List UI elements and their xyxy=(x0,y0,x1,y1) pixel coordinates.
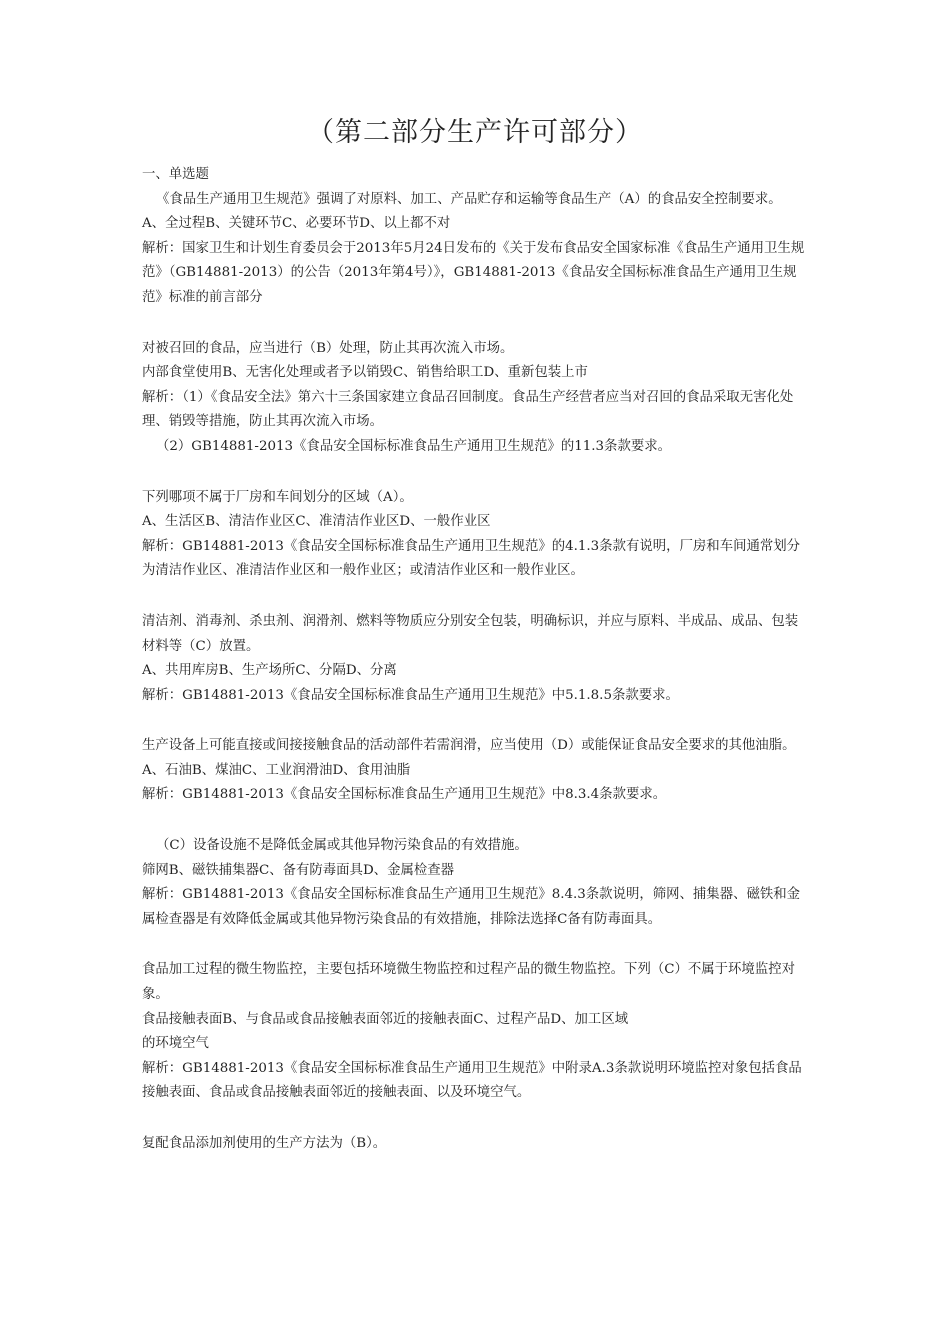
paragraph-gap xyxy=(142,808,810,834)
question-options-continued: 的环境空气 xyxy=(142,1036,209,1052)
question-stem: 复配食品添加剂使用的生产方法为（B）。 xyxy=(142,1136,387,1151)
paragraph-gap xyxy=(142,932,810,958)
question-options: A、共用库房B、生产场所C、分隔D、分离 xyxy=(142,663,397,679)
question-analysis: 解析：GB14881-2013《食品安全国标标准食品生产通用卫生规范》中附录A.3条款说明环境监控对象包括食品接触表面、食品或食品接触表面邻近的接触表面、以及环境空气。 xyxy=(142,1060,802,1101)
question-options: 筛网B、磁铁捕集器C、备有防毒面具D、金属检查器 xyxy=(142,862,455,878)
question-stem: （C）设备设施不是降低金属或其他异物污染食品的有效措施。 xyxy=(156,838,528,854)
question-analysis: 解析：GB14881-2013《食品安全国标标准食品生产通用卫生规范》中8.3.4条款要求。 xyxy=(142,787,667,803)
paragraph-gap xyxy=(142,311,810,337)
document-title: （第二部分生产许可部分） xyxy=(307,117,643,148)
question-stem: 《食品生产通用卫生规范》强调了对原料、加工、产品贮存和运输等食品生产（A）的食品安全控制要求。 xyxy=(156,191,782,207)
question-stem: 对被召回的食品，应当进行（B）处理，防止其再次流入市场。 xyxy=(142,340,514,356)
section-heading: 一、单选题 xyxy=(142,167,209,182)
question-analysis: 解析：GB14881-2013《食品安全国标标准食品生产通用卫生规范》中5.1.8.5条款要求。 xyxy=(142,687,679,703)
question-analysis: 解析：国家卫生和计划生育委员会于2013年5月24日发布的《关于发布食品安全国家标准《食品生产通用卫生规范》（GB14881-2013）的公告（2013年第4号）》，GB14881-2013《食品安全国标标准食品生产通用卫生规范》标准的前言部分 xyxy=(142,240,805,305)
question-options: A、生活区B、清洁作业区C、准清洁作业区D、一般作业区 xyxy=(142,514,491,530)
question-stem: 下列哪项不属于厂房和车间划分的区域（A）。 xyxy=(142,489,413,505)
question-options: 食品接触表面B、与食品或食品接触表面邻近的接触表面C、过程产品D、加工区域 xyxy=(142,1011,629,1027)
paragraph-gap xyxy=(142,584,810,610)
question-stem: 食品加工过程的微生物监控，主要包括环境微生物监控和过程产品的微生物监控。下列（C）不属于环境监控对象。 xyxy=(142,962,795,1003)
question-options: A、石油B、煤油C、工业润滑油D、食用油脂 xyxy=(142,762,411,778)
question-analysis-continued: （2）GB14881-2013《食品安全国标标准食品生产通用卫生规范》的11.3条款要求。 xyxy=(156,438,672,454)
question-options: 内部食堂使用B、无害化处理或者予以销毁C、销售给职工D、重新包装上市 xyxy=(142,365,588,381)
question-stem: 生产设备上可能直接或间接接触食品的活动部件若需润滑，应当使用（D）或能保证食品安全要求的其他油脂。 xyxy=(142,738,796,754)
paragraph-gap xyxy=(142,460,810,486)
document-body xyxy=(142,163,810,1157)
paragraph-gap xyxy=(142,1106,810,1132)
question-analysis: 解析：（1）《食品安全法》第六十三条国家建立食品召回制度。食品生产经营者应当对召回的食品采取无害化处理、销毁等措施，防止其再次流入市场。 xyxy=(142,389,794,430)
paragraph-gap xyxy=(142,708,810,734)
question-options: A、全过程B、关键环节C、必要环节D、以上都不对 xyxy=(142,216,451,232)
question-analysis: 解析：GB14881-2013《食品安全国标标准食品生产通用卫生规范》8.4.3条款说明，筛网、捕集器、磁铁和金属检查器是有效降低金属或其他异物污染食品的有效措施，排除法选择C备有防毒面具。 xyxy=(142,887,801,927)
question-stem: 清洁剂、消毒剂、杀虫剂、润滑剂、燃料等物质应分别安全包装，明确标识，并应与原料、半成品、成品、包装材料等（C）放置。 xyxy=(142,613,799,654)
question-analysis: 解析：GB14881-2013《食品安全国标标准食品生产通用卫生规范》的4.1.3条款有说明，厂房和车间通常划分为清洁作业区、准清洁作业区和一般作业区；或清洁作业区和一般作业区。 xyxy=(142,538,801,579)
